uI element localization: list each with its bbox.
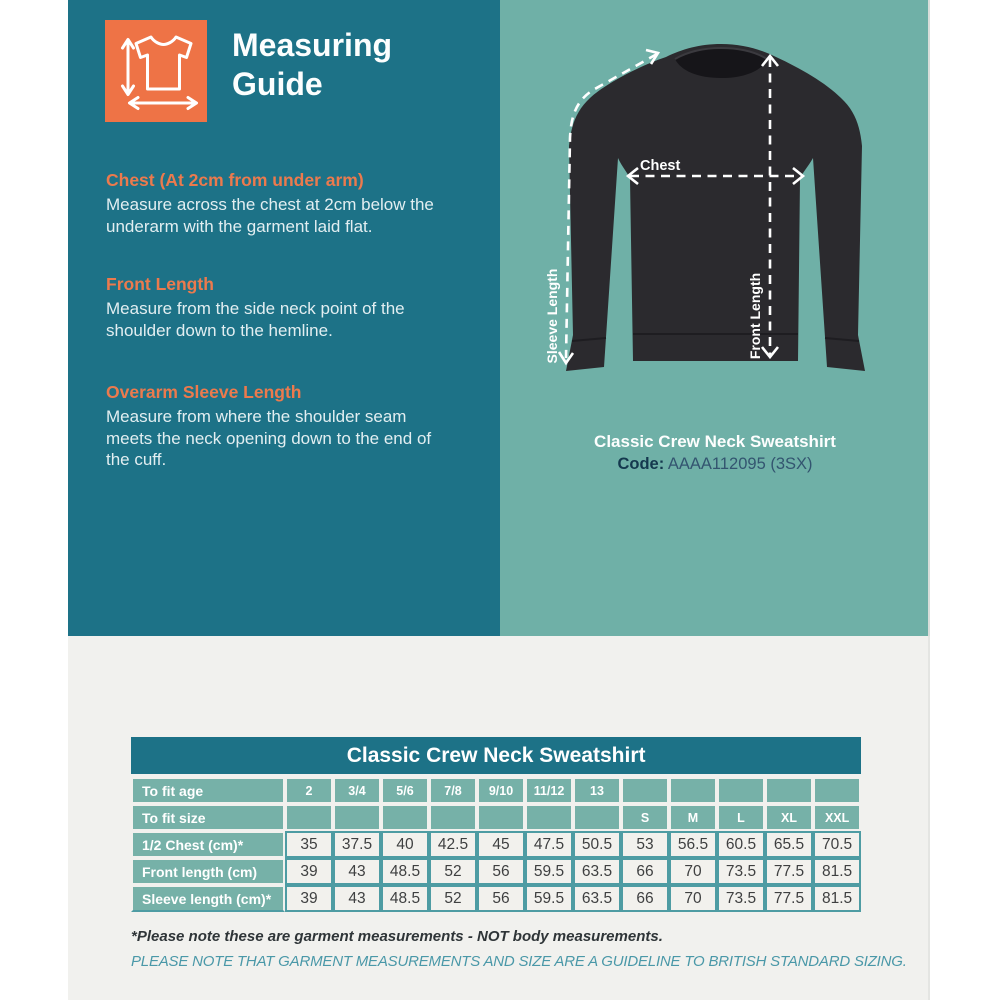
measurement-cell: 42.5 [429, 831, 477, 858]
front-length-label: Front Length [747, 272, 763, 360]
measurement-cell: 52 [429, 885, 477, 912]
size-header-cell [669, 777, 717, 804]
measurement-cell: 65.5 [765, 831, 813, 858]
size-header-cell: 2 [285, 777, 333, 804]
measurement-cell: 73.5 [717, 858, 765, 885]
table-row [131, 885, 861, 912]
measurement-cell: 53 [621, 831, 669, 858]
measurement-cell: 66 [621, 885, 669, 912]
measurement-cell: 39 [285, 858, 333, 885]
size-header-cell [621, 777, 669, 804]
section-sleeve-body: Measure from where the shoulder seam meets the neck opening down to the end of the cuff. [106, 407, 432, 469]
sweatshirt-illustration [500, 0, 930, 430]
measurement-cell: 81.5 [813, 858, 861, 885]
measurement-cell: 40 [381, 831, 429, 858]
product-name: Classic Crew Neck Sweatshirt [594, 432, 836, 451]
british-sizing-note: PLEASE NOTE THAT GARMENT MEASUREMENTS AND SIZE ARE A GUIDELINE TO BRITISH STANDARD SIZING. [131, 953, 907, 970]
row-label: Sleeve length (cm)* [131, 885, 285, 912]
measurement-cell: 60.5 [717, 831, 765, 858]
measurement-cell: 48.5 [381, 885, 429, 912]
measurement-cell: 70 [669, 858, 717, 885]
sleeve-length-label: Sleeve Length [544, 268, 560, 364]
measurement-cell: 70 [669, 885, 717, 912]
measurement-cell: 50.5 [573, 831, 621, 858]
size-header-cell [381, 804, 429, 831]
size-table-body [131, 737, 861, 912]
product-code-value: AAAA112095 (3SX) [667, 455, 813, 473]
size-header-cell: 11/12 [525, 777, 573, 804]
section-chest [106, 170, 438, 237]
measurement-cell: 43 [333, 858, 381, 885]
size-chart-panel [68, 636, 930, 1000]
measurement-cell: 39 [285, 885, 333, 912]
row-label: To fit age [131, 777, 285, 804]
row-label: To fit size [131, 804, 285, 831]
measurement-cell: 63.5 [573, 885, 621, 912]
section-chest-body: Measure across the chest at 2cm below the underarm with the garment laid flat. [106, 195, 434, 236]
product-code-label: Code: [617, 455, 665, 473]
table-row [131, 831, 861, 858]
table-row [131, 777, 861, 804]
measurement-cell: 35 [285, 831, 333, 858]
measurement-cell: 43 [333, 885, 381, 912]
size-table [131, 737, 861, 912]
measurement-cell: 63.5 [573, 858, 621, 885]
product-diagram-panel [500, 0, 930, 636]
section-front-length [106, 274, 438, 341]
measurement-cell: 47.5 [525, 831, 573, 858]
measurement-cell: 77.5 [765, 858, 813, 885]
size-header-cell [525, 804, 573, 831]
size-header-cell: M [669, 804, 717, 831]
section-front-heading: Front Length [106, 274, 214, 294]
measurement-cell: 81.5 [813, 885, 861, 912]
row-label: 1/2 Chest (cm)* [131, 831, 285, 858]
size-header-cell [813, 777, 861, 804]
measurement-cell: 59.5 [525, 885, 573, 912]
size-header-cell: 9/10 [477, 777, 525, 804]
measurement-cell: 56 [477, 885, 525, 912]
size-header-cell: XXL [813, 804, 861, 831]
size-table-title-row [131, 737, 861, 777]
measuring-guide-panel [68, 0, 500, 636]
measurement-cell: 56.5 [669, 831, 717, 858]
size-header-cell [765, 777, 813, 804]
measuring-guide-icon [105, 20, 207, 122]
size-header-cell: S [621, 804, 669, 831]
measurement-cell: 73.5 [717, 885, 765, 912]
size-header-cell: 5/6 [381, 777, 429, 804]
measurement-cell: 52 [429, 858, 477, 885]
measurement-cell: 48.5 [381, 858, 429, 885]
section-front-body: Measure from the side neck point of the shoulder down to the hemline. [106, 299, 405, 340]
table-row [131, 858, 861, 885]
size-header-cell: L [717, 804, 765, 831]
size-header-cell: 7/8 [429, 777, 477, 804]
size-header-cell: 13 [573, 777, 621, 804]
measurement-cell: 66 [621, 858, 669, 885]
garment-measurement-note: *Please note these are garment measurements - NOT body measurements. [131, 928, 663, 945]
row-label: Front length (cm) [131, 858, 285, 885]
sweatshirt-body [566, 44, 865, 371]
product-code [500, 453, 930, 476]
measurement-cell: 70.5 [813, 831, 861, 858]
size-header-cell [333, 804, 381, 831]
product-caption [500, 431, 930, 476]
measurement-cell: 77.5 [765, 885, 813, 912]
size-header-cell [573, 804, 621, 831]
size-table-title: Classic Crew Neck Sweatshirt [131, 737, 861, 777]
size-header-cell [429, 804, 477, 831]
table-row [131, 804, 861, 831]
section-sleeve-length [106, 382, 438, 471]
size-header-cell [477, 804, 525, 831]
measurement-cell: 37.5 [333, 831, 381, 858]
page-title: Measuring Guide [232, 27, 393, 102]
size-header-cell [717, 777, 765, 804]
measurement-cell: 45 [477, 831, 525, 858]
section-chest-heading: Chest (At 2cm from under arm) [106, 170, 364, 190]
chest-measurement-label: Chest [640, 158, 681, 174]
size-header-cell [285, 804, 333, 831]
size-header-cell: XL [765, 804, 813, 831]
size-header-cell: 3/4 [333, 777, 381, 804]
section-sleeve-heading: Overarm Sleeve Length [106, 382, 302, 402]
measurement-cell: 59.5 [525, 858, 573, 885]
measurement-cell: 56 [477, 858, 525, 885]
